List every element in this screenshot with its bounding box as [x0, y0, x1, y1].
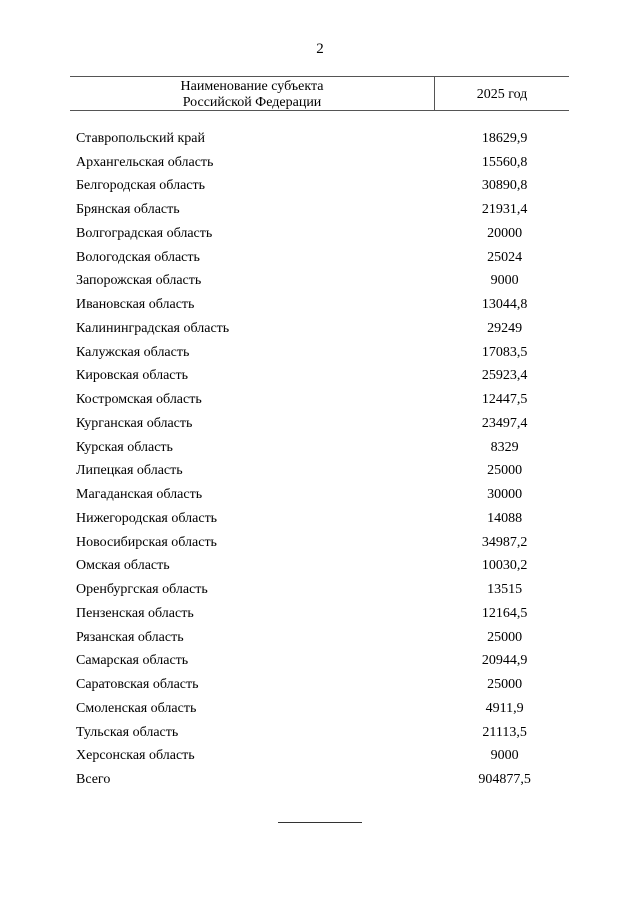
table-row: [76, 317, 570, 341]
region-value: 25000: [487, 677, 523, 693]
region-name: Курская область: [76, 439, 173, 455]
page-number: 2: [316, 41, 324, 57]
region-name: Волгоградская область: [76, 225, 213, 241]
table-row: [76, 626, 570, 650]
region-value: 21113,5: [482, 724, 527, 740]
region-name: Ставропольский край: [76, 130, 205, 146]
table-row: [76, 293, 570, 317]
region-name: Липецкая область: [76, 463, 183, 479]
region-name: Брянская область: [76, 202, 180, 218]
region-name: Новосибирская область: [76, 534, 217, 550]
table-row: [76, 578, 570, 602]
region-value: 20000: [487, 225, 523, 241]
region-name: Калининградская область: [76, 320, 230, 336]
table-row: [76, 460, 570, 484]
region-name: Магаданская область: [76, 487, 203, 503]
region-name: Тульская область: [76, 724, 179, 740]
header-region-name-line1: Наименование субъекта: [180, 79, 324, 94]
region-value: 15560,8: [481, 154, 528, 170]
region-value: 13044,8: [481, 297, 528, 313]
region-value: 17083,5: [481, 344, 528, 360]
region-value: 20944,9: [481, 653, 528, 669]
region-name: Архангельская область: [76, 154, 214, 170]
region-name: Кировская область: [76, 368, 189, 384]
table-row: [76, 650, 570, 674]
region-name: Ивановская область: [76, 297, 195, 313]
region-value: 30000: [487, 487, 523, 503]
region-value: 10030,2: [481, 558, 528, 574]
region-value: 8329: [490, 439, 519, 455]
region-value: 4911,9: [485, 700, 524, 716]
region-value: 14088: [487, 510, 523, 526]
region-name: Рязанская область: [76, 629, 184, 645]
region-name: Смоленская область: [76, 700, 197, 716]
region-value: 904877,5: [478, 772, 531, 788]
header-year: 2025 год: [476, 87, 528, 102]
region-value: 9000: [490, 748, 519, 764]
table-row: [76, 270, 570, 294]
region-name: Вологодская область: [76, 249, 200, 265]
region-name: Запорожская область: [76, 273, 202, 289]
region-value: 29249: [487, 320, 523, 336]
table-row: [76, 222, 570, 246]
region-value: 34987,2: [481, 534, 528, 550]
region-name: Омская область: [76, 558, 170, 574]
table-row: [76, 151, 570, 175]
table-row: [76, 697, 570, 721]
region-name: Саратовская область: [76, 677, 199, 693]
table-row: [76, 531, 570, 555]
region-name: Курганская область: [76, 415, 193, 431]
table-row: [76, 388, 570, 412]
table-row: [76, 127, 570, 151]
table-row: [76, 483, 570, 507]
region-name: Самарская область: [76, 653, 189, 669]
table-row: [76, 721, 570, 745]
table-row: [76, 341, 570, 365]
table-row: [76, 555, 570, 579]
region-value: 30890,8: [481, 178, 528, 194]
table-row: [76, 246, 570, 270]
table-row: [76, 602, 570, 626]
region-value: 12447,5: [481, 392, 528, 408]
region-name: Костромская область: [76, 392, 202, 408]
region-name: Пензенская область: [76, 605, 194, 621]
table-row: [76, 436, 570, 460]
table-row: [76, 745, 570, 769]
table-row: [76, 198, 570, 222]
region-value: 18629,9: [481, 130, 528, 146]
table-body: [76, 127, 570, 792]
header-region-name: [70, 79, 434, 110]
region-value: 25000: [487, 463, 523, 479]
region-value: 13515: [487, 582, 523, 598]
table-total-row: [76, 768, 570, 792]
region-value: 23497,4: [481, 415, 528, 431]
header-bottom-rule: [70, 110, 569, 111]
region-value: 21931,4: [481, 202, 528, 218]
region-name: Оренбургская область: [76, 582, 208, 598]
table-row: [76, 412, 570, 436]
region-name: Калужская область: [76, 344, 190, 360]
region-value: 25000: [487, 629, 523, 645]
table-row: [76, 175, 570, 199]
region-value: 25024: [487, 249, 523, 265]
region-value: 12164,5: [481, 605, 528, 621]
region-name: Белгородская область: [76, 178, 206, 194]
region-name: Всего: [76, 772, 111, 788]
region-name: Нижегородская область: [76, 510, 218, 526]
table-row: [76, 507, 570, 531]
region-name: Херсонская область: [76, 748, 195, 764]
header-region-name-line2: Российской Федерации: [182, 94, 322, 110]
table-row: [76, 673, 570, 697]
end-of-document-line: [278, 822, 362, 823]
region-value: 25923,4: [481, 368, 528, 384]
region-value: 9000: [490, 273, 519, 289]
table-top-rule: [70, 76, 569, 77]
table-row: [76, 365, 570, 389]
